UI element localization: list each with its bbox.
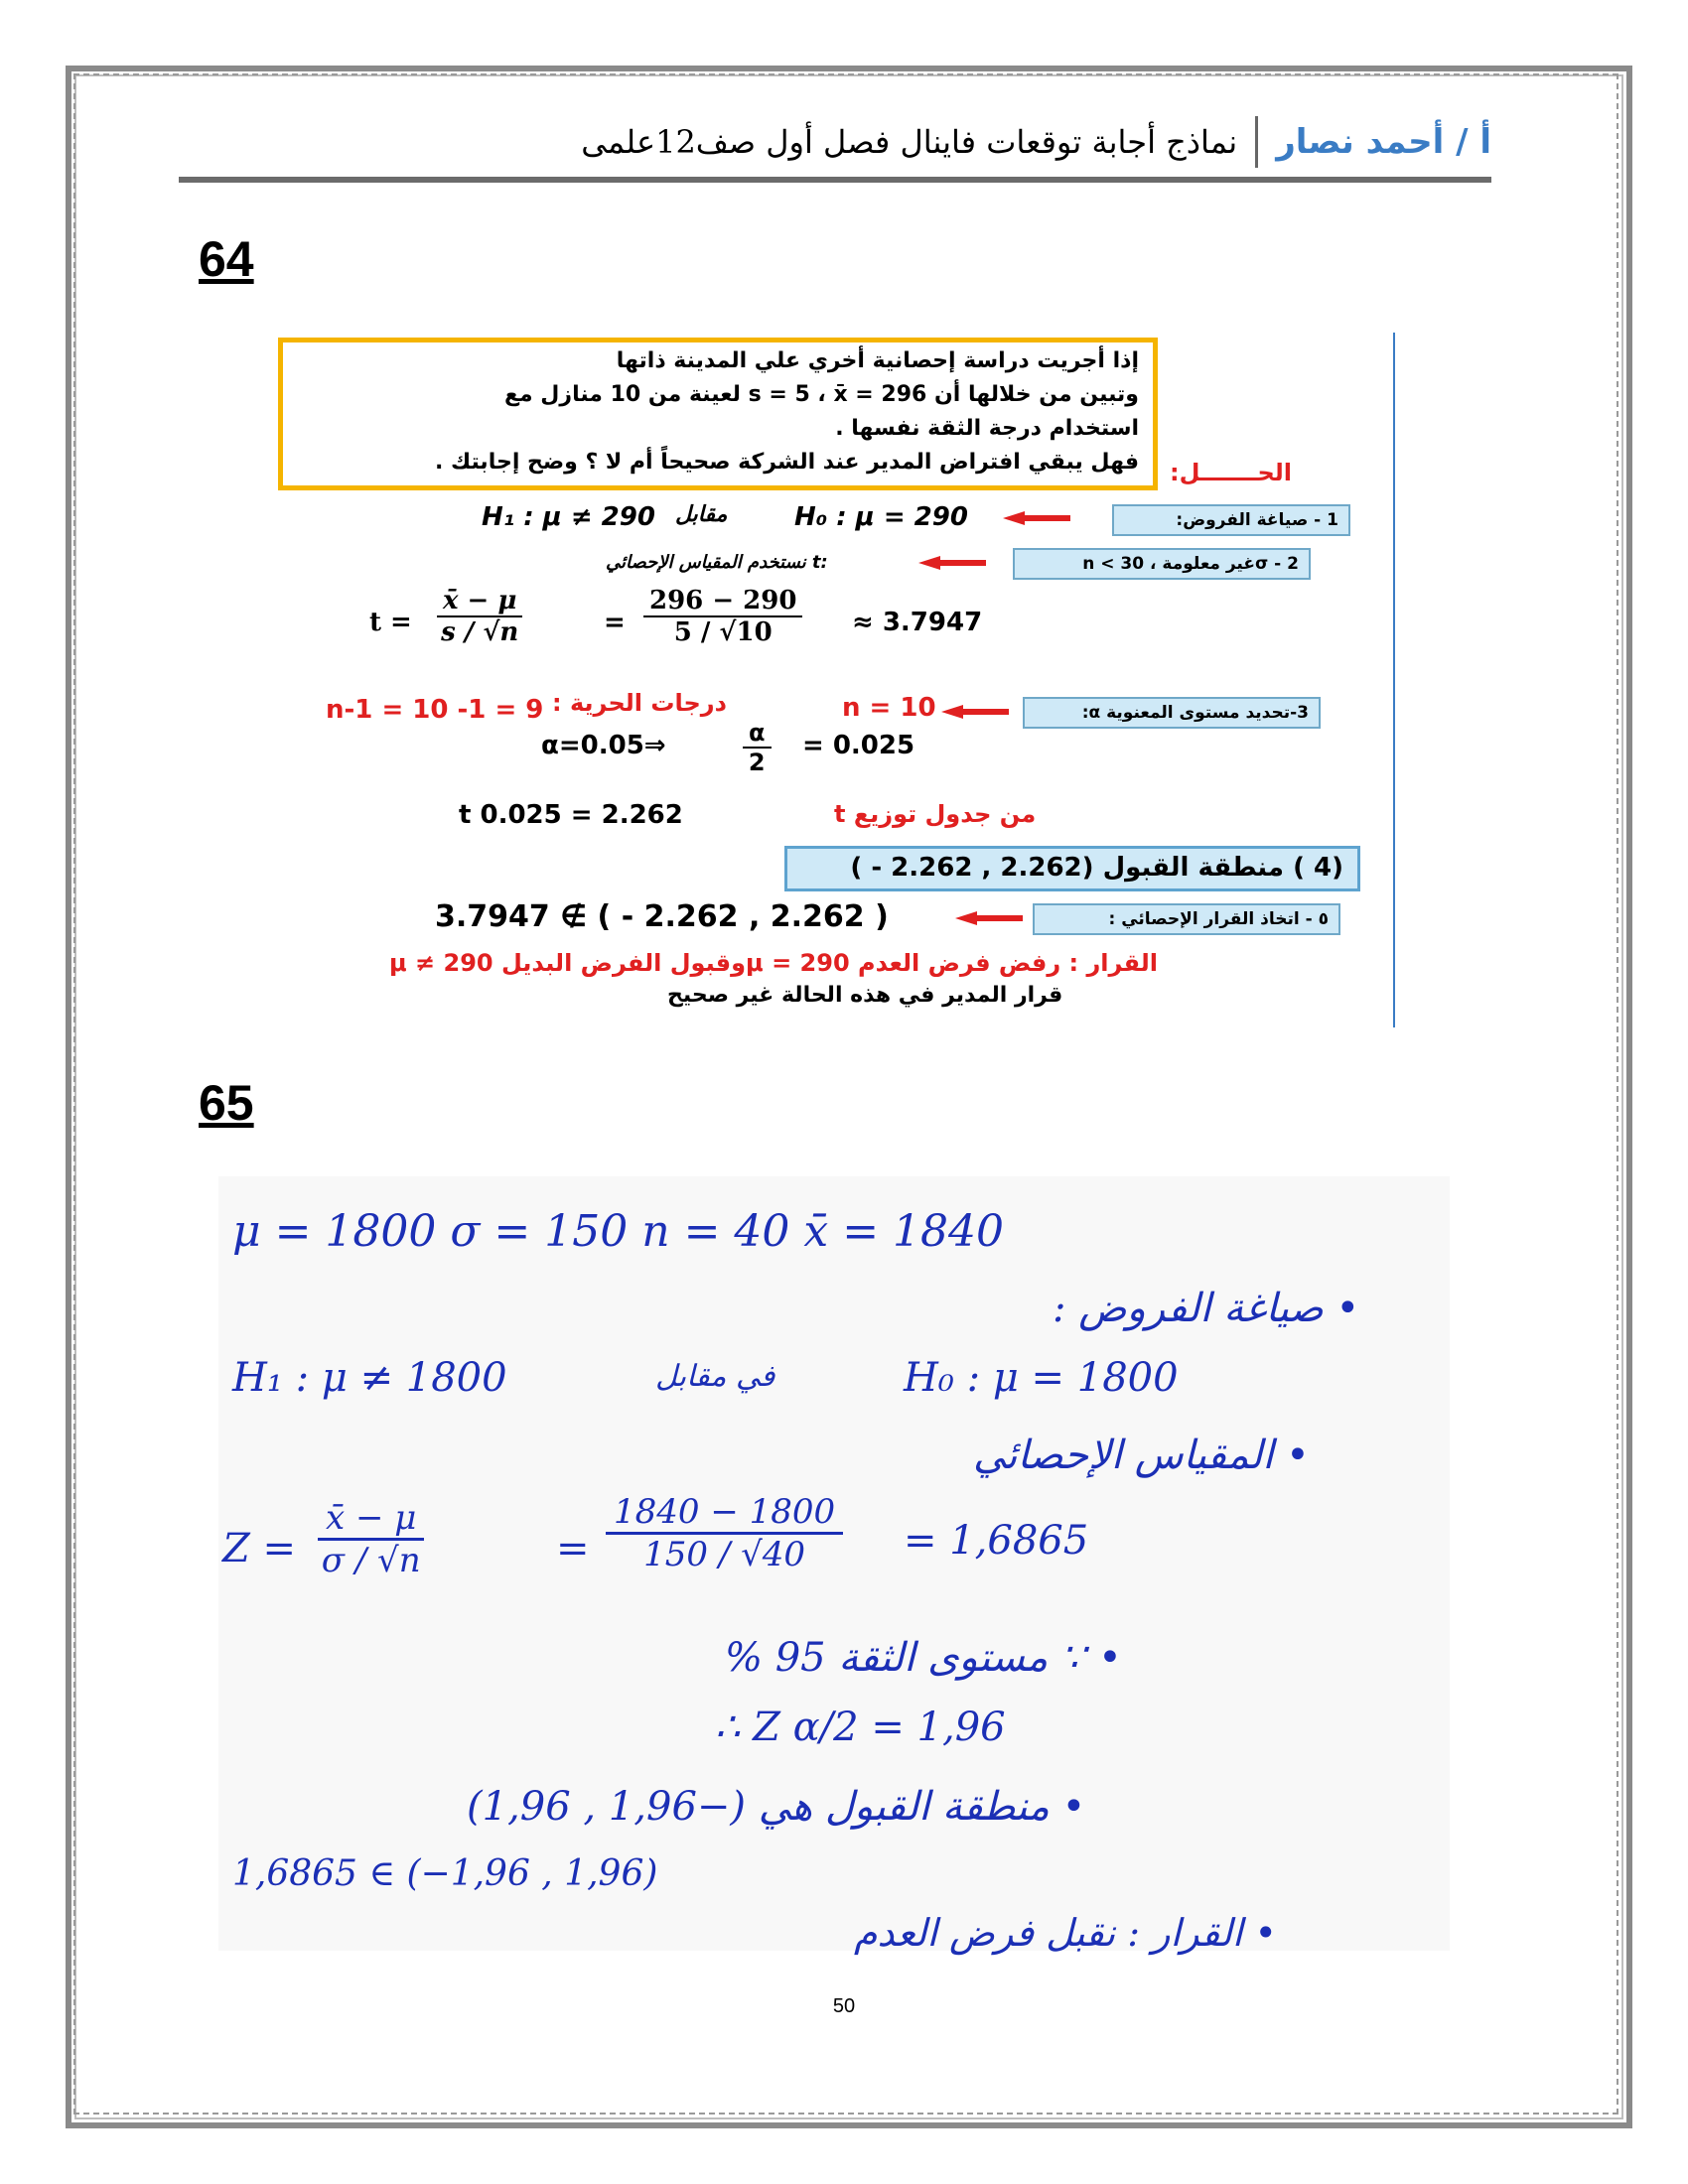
- t-numerator-2: 296 − 290: [643, 586, 802, 617]
- h0-hypothesis-65: H₀ : μ = 1800: [904, 1355, 1179, 1401]
- question-line: إذا أجريت دراسة إحصانية أخري علي المدينة ذاتها: [616, 348, 1139, 373]
- acceptance-region-box: (4 ) منطقة القبول (2.262 , 2.262 - ): [784, 846, 1360, 891]
- solution-label: الحـــــــل:: [1170, 459, 1292, 486]
- header-title: نماذج أجابة توقعات فاينال فصل أول صف12علمى: [581, 123, 1238, 161]
- red-arrow-icon: [955, 911, 1025, 925]
- question-line: فهل يبقي افتراض المدير عند الشركة صحيحاً أم لا ؟ وضح إجابتك .: [434, 450, 1139, 475]
- n-value: n = 10: [842, 693, 936, 723]
- step2-box: 2 - σغير معلومة ، n < 30: [1013, 548, 1311, 580]
- h1-hypothesis: H₁ : μ ≠ 290: [482, 502, 655, 532]
- z-critical: ∴ Z α/2 = 1,96: [715, 1705, 1006, 1750]
- decision-65: • القرار : نقبل فرض العدم: [854, 1911, 1277, 1955]
- t-fraction-1: [437, 586, 522, 647]
- alpha-half: = 0.025: [802, 731, 915, 760]
- z-fraction-2: [606, 1492, 843, 1574]
- z-result: = 1,6865: [904, 1518, 1089, 1564]
- step5-box: ٥ - اتخاذ القرار الإحصائي :: [1033, 903, 1340, 935]
- red-arrow-icon: [918, 556, 988, 570]
- step2-text: نستخدم المقياس الإحصائي t:: [606, 552, 828, 573]
- membership-line: 1,6865 ∈ (−1,96 , 1,96): [232, 1853, 658, 1894]
- z-lhs: Z =: [222, 1526, 297, 1571]
- red-arrow-icon: [1003, 511, 1072, 525]
- t-approx: ≈ 3.7947: [852, 608, 983, 637]
- t-table-value: t 0.025 = 2.262: [459, 800, 683, 830]
- versus-label-65: في مقابل: [655, 1359, 775, 1394]
- t-equals: =: [604, 608, 626, 637]
- hypotheses-title: • صياغة الفروض :: [1053, 1286, 1360, 1331]
- page-number: 50: [832, 1995, 856, 2017]
- givens-line: μ = 1800 σ = 150 n = 40 x̄ = 1840: [232, 1206, 1005, 1257]
- step3-box: 3-تحديد مستوى المعنوية α:: [1023, 697, 1321, 729]
- image-divider-line: [1393, 333, 1395, 1027]
- header-rule: [179, 177, 1491, 183]
- question-box-64: [278, 338, 1158, 490]
- z-denominator-2: 150 / √40: [643, 1535, 806, 1574]
- t-numerator-1: x̄ − μ: [437, 586, 522, 617]
- t-lhs: t =: [369, 608, 412, 637]
- z-equals: =: [556, 1526, 590, 1571]
- alpha-denominator: 2: [748, 749, 766, 776]
- z-denominator-1: σ / √n: [321, 1541, 421, 1580]
- z-numerator-1: x̄ − μ: [318, 1498, 424, 1541]
- question-number-64: 64: [199, 231, 254, 287]
- handwritten-solution-65: [218, 1176, 1450, 1955]
- question-number-65: 65: [199, 1075, 254, 1131]
- h1-hypothesis-65: H₁ : μ ≠ 1800: [232, 1355, 507, 1401]
- author-name: أ / أحمد نصار: [1276, 122, 1491, 162]
- decision-math: 3.7947 ∉ ( - 2.262 , 2.262 ): [435, 899, 889, 934]
- question-line: استخدام درجة الثقة نفسها .: [835, 416, 1139, 441]
- step1-box: 1 - صياغة الفروض:: [1112, 504, 1350, 536]
- from-table-label: من جدول توزيع t: [834, 800, 1037, 828]
- versus-label: مقابل: [675, 502, 728, 527]
- page-header: [179, 107, 1491, 177]
- acceptance-region-65: • منطقة القبول هي (−1,96 , 1,96): [467, 1784, 1086, 1830]
- alpha-numerator: α: [743, 719, 772, 749]
- decision-text: القرار : رفض فرض العدم 290 = μوقبول الفرض البديل 290 ≠ μ: [389, 949, 1158, 977]
- t-denominator-2: 5 / √10: [673, 617, 773, 647]
- z-numerator-2: 1840 − 1800: [606, 1492, 843, 1535]
- t-denominator-1: s / √n: [441, 617, 519, 647]
- question-line: وتبين من خلالها أن s = 5 ، x̄ = 296 لعينة من 10 منازل مع: [504, 382, 1139, 407]
- dof-value: n-1 = 10 -1 = 9: [326, 695, 544, 725]
- dof-label: درجات الحرية :: [552, 689, 727, 717]
- manager-conclusion: قرار المدير في هذه الحالة غير صحيح: [667, 983, 1063, 1008]
- t-fraction-2: [643, 586, 802, 647]
- z-fraction-1: [318, 1498, 424, 1580]
- statistic-title: • المقياس الإحصائي: [973, 1433, 1310, 1478]
- h0-hypothesis: H₀ : μ = 290: [794, 502, 968, 532]
- header-separator: [1255, 116, 1258, 168]
- red-arrow-icon: [941, 705, 1011, 719]
- confidence-level: • ∵ مستوى الثقة 95 %: [725, 1635, 1122, 1681]
- alpha-fraction: [743, 719, 772, 776]
- alpha-line: α=0.05⇒: [541, 731, 666, 760]
